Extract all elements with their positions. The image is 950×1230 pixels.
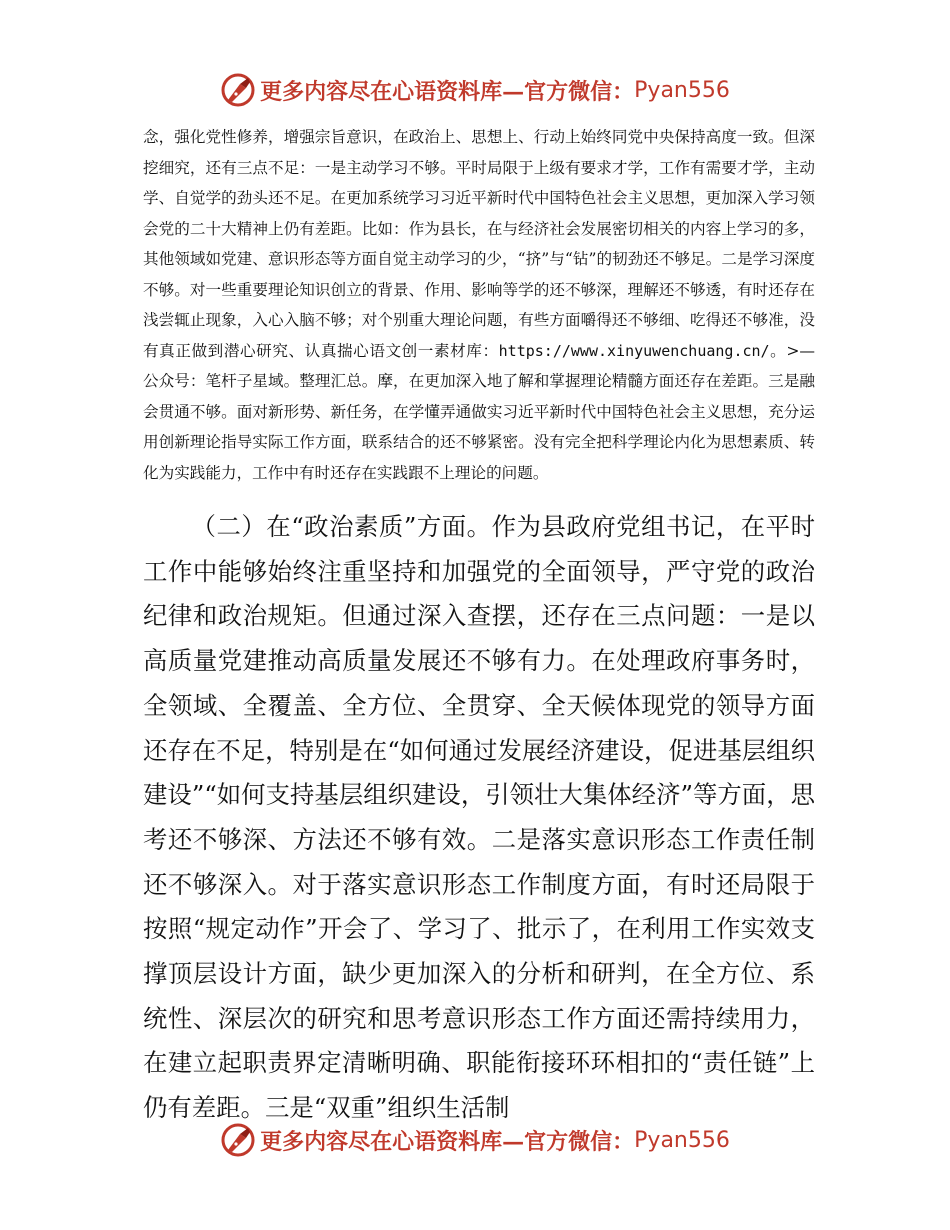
paragraph-2 [143, 505, 815, 1131]
pen-nib-logo-icon [220, 72, 256, 108]
footer-wechat-id: Pyan556 [634, 1127, 730, 1153]
footer-banner-text: 更多内容尽在心语资料库—官方微信： [260, 1128, 635, 1155]
paragraph-1-text-a: 念，强化党性修养，增强宗旨意识，在政治上、思想上、行动上始终同党中央保持高度一致。但深挖细究，还有三点不足：一是主动学习不够。平时局限于上级有要求才学，工作有需要才学，主动学、自觉学的劲头还不足。在更加系统学习习近平新时代中国特色社会主义思想，更加深入学习领会党的二十大精神上仍有差距。比如：作为县长，在与经济社会发展密切相关的内容上学习的多，其他领域如党建、意识形态等方面自觉主动学习的少，“挤”与“钻”的韧劲还不够足。二是学习深度不够。对一些重要理论知识创立的背景、作用、影响等学的还不够深，理解还不够透，有时还存在浅尝辄止现象，入心入脑不够；对个别重大理论问题，有些方面嚼得还不够细、吃得还不够准，没有真正做到潜心研究、认真揣心语文创一素材库： [143, 128, 815, 360]
header-banner-text: 更多内容尽在心语资料库—官方微信： [260, 78, 635, 105]
header-wechat-id: Pyan556 [634, 77, 730, 103]
pen-nib-logo-icon [220, 1122, 256, 1158]
footer-banner [0, 1120, 950, 1160]
paragraph-1-url: https://www.xinyuwenchuang.cn/ [498, 341, 770, 360]
header-banner [0, 70, 950, 110]
paragraph-1 [143, 122, 815, 488]
paragraph-2-text: （二）在“政治素质”方面。作为县政府党组书记，在平时工作中能够始终注重坚持和加强党的全面领导，严守党的政治纪律和政治规矩。但通过深入查摆，还存在三点问题：一是以高质量党建推动高质量发展还不够有力。在处理政府事务时，全领域、全覆盖、全方位、全贯穿、全天候体现党的领导方面还存在不足，特别是在“如何通过发展经济建设，促进基层组织建设”“如何支持基层组织建设，引领壮大集体经济”等方面，思考还不够深、方法还不够有效。二是落实意识形态工作责任制还不够深入。对于落实意识形态工作制度方面，有时还局限于按照“规定动作”开会了、学习了、批示了，在利用工作实效支撑顶层设计方面，缺少更加深入的分析和研判，在全方位、系统性、深层次的研究和思考意识形态工作方面还需持续用力，在建立起职责界定清晰明确、职能衔接环环相扣的“责任链”上仍有差距。三是“双重”组织生活制 [143, 512, 815, 1123]
paragraph-1-text-b: 。>—公众号：笔杆子星域。整理汇总。摩，在更加深入地了解和掌握理论精髓方面还存在差距。三是融会贯通不够。面对新形势、新任务，在学懂弄通做实习近平新时代中国特色社会主义思想，充分运用创新理论指导实际工作方面，联系结合的还不够紧密。没有完全把科学理论内化为思想素质、转化为实践能力，工作中有时还存在实践跟不上理论的问题。 [143, 341, 815, 482]
